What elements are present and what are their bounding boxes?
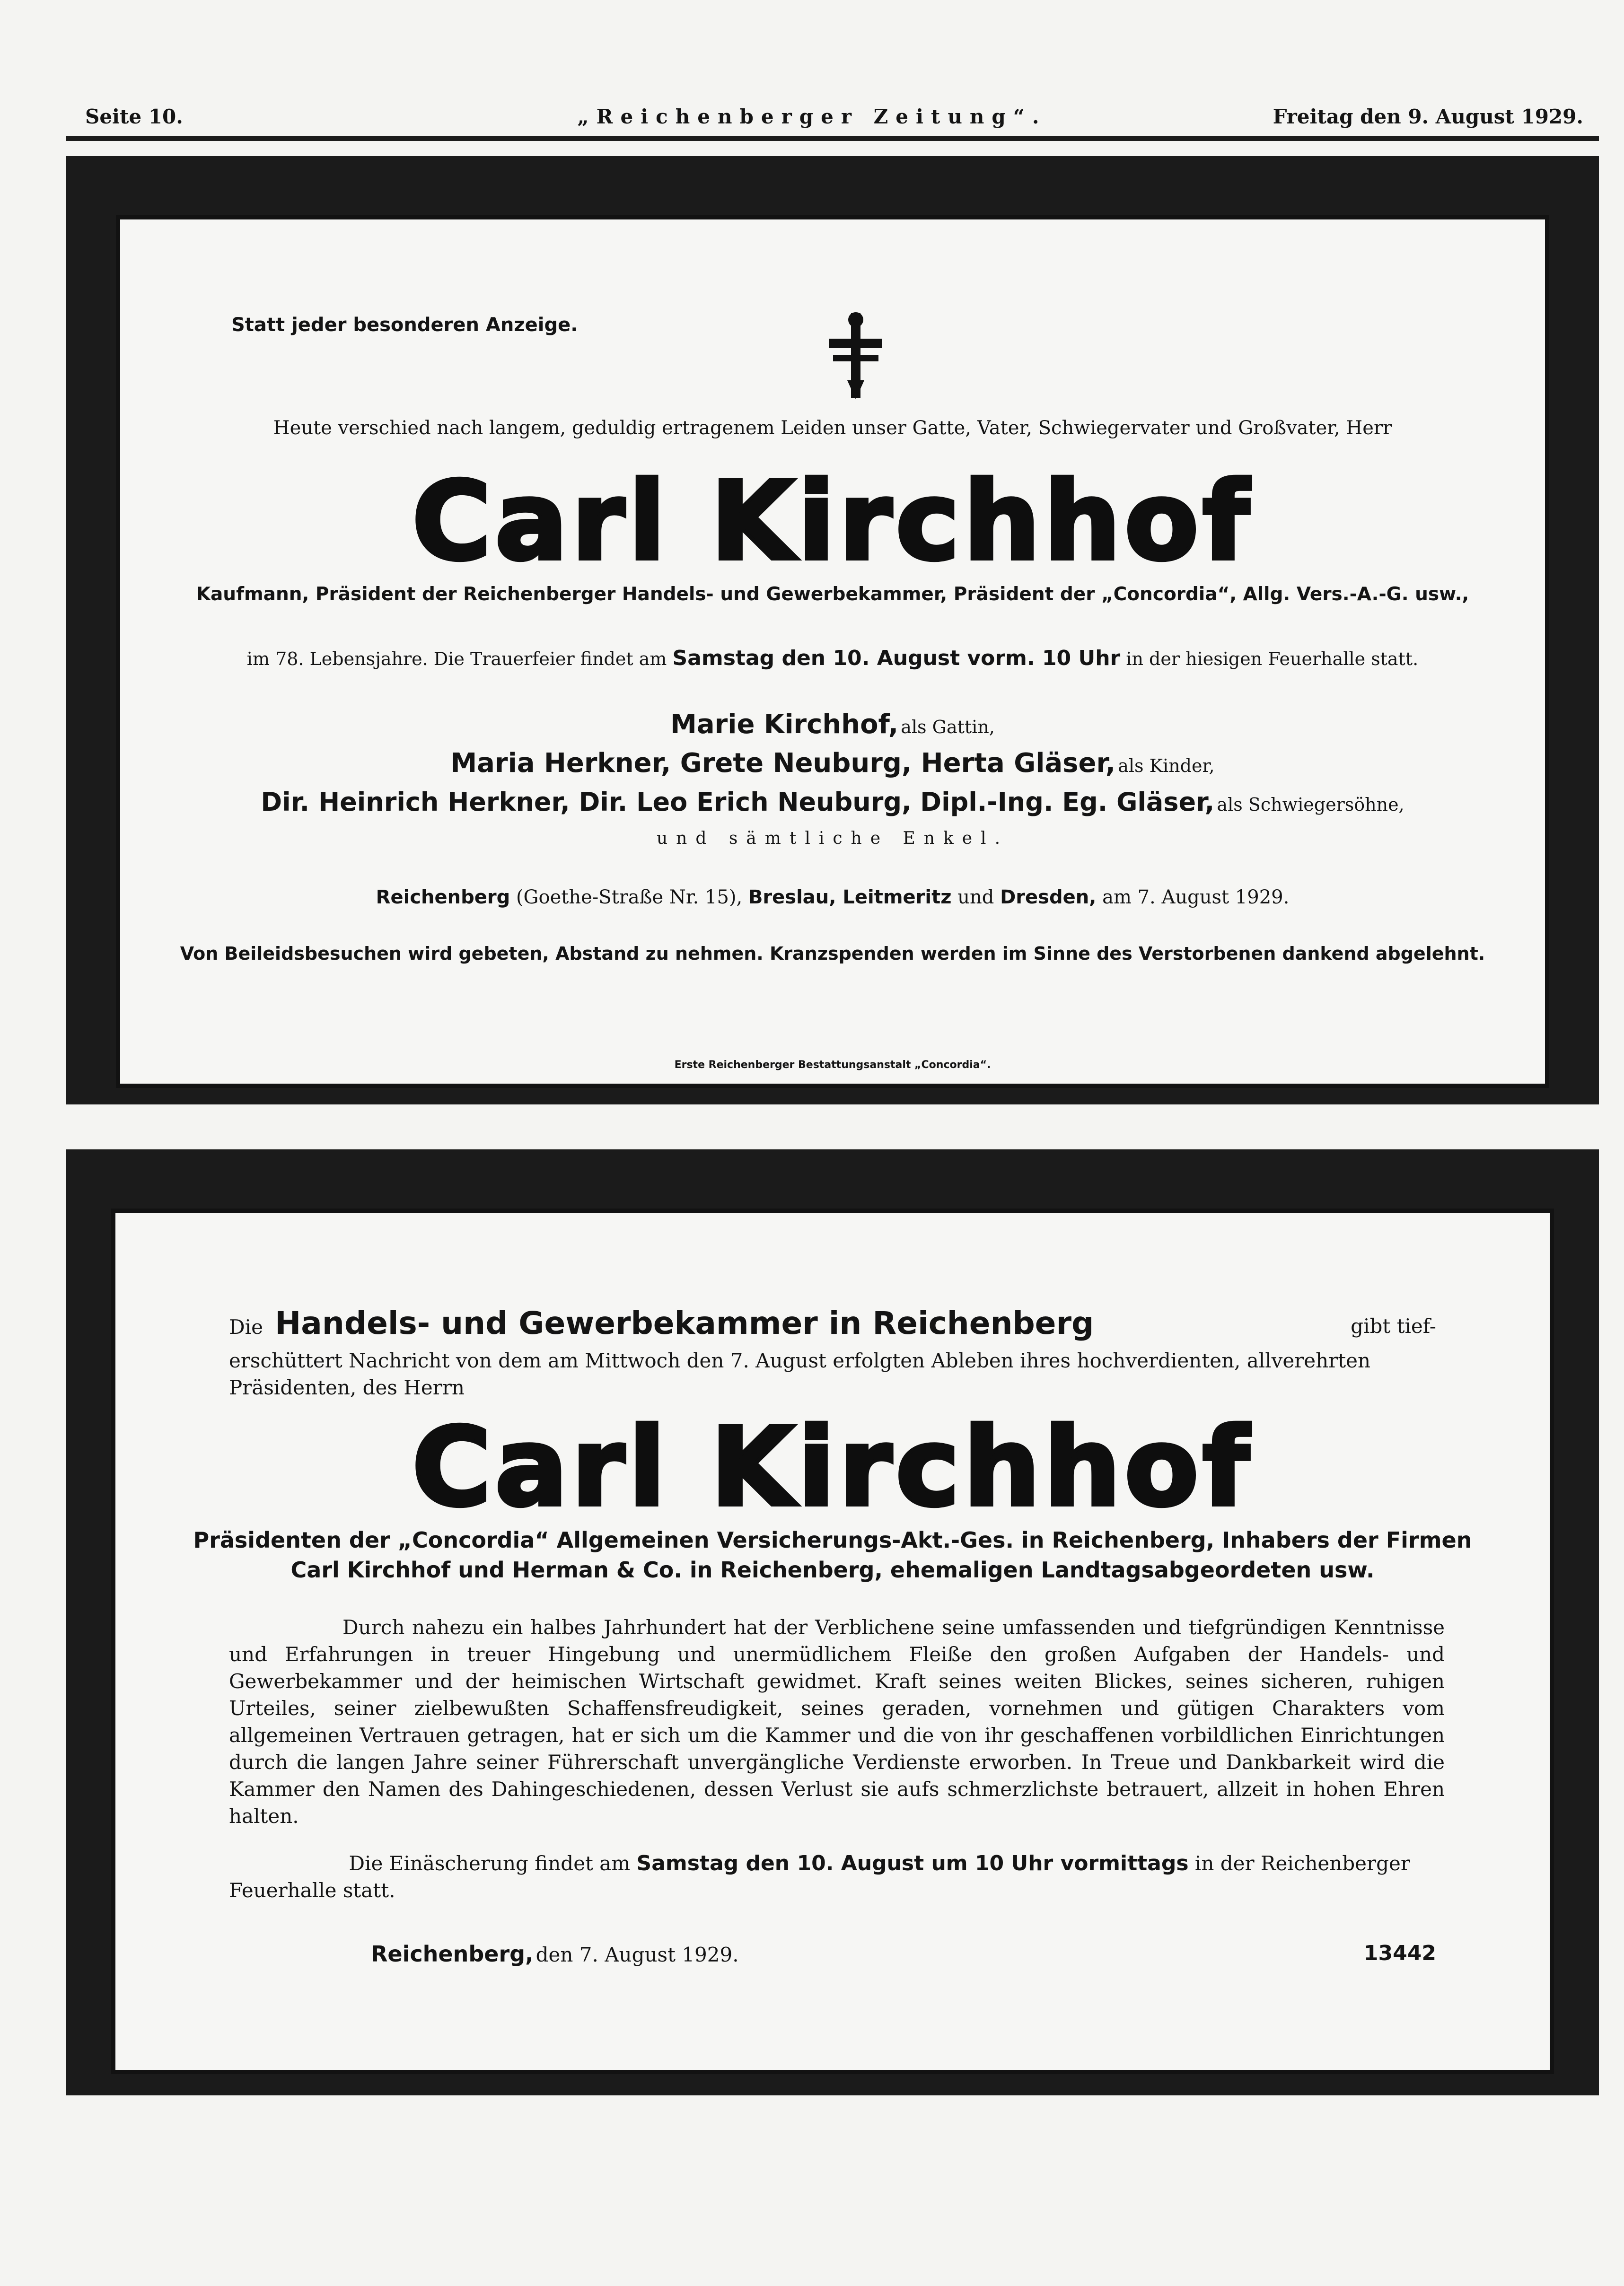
funeral-line: im 78. Lebensjahre. Die Trauerfeier findet am Samstag den 10. August vorm. 10 Uhr in der hiesigen Feuerhalle statt. xyxy=(246,646,1419,670)
condolence-request: Von Beileidsbesuchen wird gebeten, Abstand zu nehmen. Kranzspenden werden im Sinne des Verstorbenen dankend abgelehnt. xyxy=(180,943,1485,964)
cremation-line: Die Einäscherung findet am Samstag den 10. August um 10 Uhr vormittags in der Reichenberger xyxy=(349,1851,1410,1875)
cremation-line-2: Feuerhalle statt. xyxy=(229,1879,395,1902)
mourning-frame-family xyxy=(66,156,1599,1104)
chamber-notice xyxy=(111,1209,1554,2074)
funeral-date: Samstag den 10. August vorm. 10 Uhr xyxy=(672,646,1121,670)
chamber-lead-line3: Präsidenten, des Herrn xyxy=(229,1376,465,1399)
children-line: Maria Herkner, Grete Neuburg, Herta Gläser, als Kinder, xyxy=(450,748,1215,779)
lead-text: Heute verschied nach langem, geduldig ertragenem Leiden unser Gatte, Vater, Schwiegervater und Großvater, Herr xyxy=(273,417,1392,439)
deceased-titles: Kaufmann, Präsident der Reichenberger Handels- und Gewerbekammer, Präsident der „Concordia“, Allg. Vers.-A.-G. usw., xyxy=(196,584,1469,605)
deceased-name-2: Carl Kirchhof xyxy=(412,1404,1254,1530)
children-names: Maria Herkner, Grete Neuburg, Herta Gläser, xyxy=(450,748,1116,779)
widow-line: Marie Kirchhof, als Gattin, xyxy=(670,709,995,740)
undertaker-credit: Erste Reichenberger Bestattungsanstalt „Concordia“. xyxy=(674,1059,991,1071)
grandchildren-line: und sämtliche Enkel. xyxy=(656,829,1009,848)
chamber-tribute-text: Durch nahezu ein halbes Jahrhundert hat der Verblichene seine umfassenden und tiefgründigen Kenntnisse und Erfahrungen in treuer Hingebung und unermüdlichem Fleiße den großen Aufgaben der Handels- und Gewerbekammer und der heimischen Wirtschaft gewidmet. Kraft seines weiten Blickes, seines sicheren, ruhigen Urteiles, seiner zielbewußten Schaffensfreudigkeit, seines geraden, vornehmen und gütigen Charakters vom allgemeinen Vertrauen getragen, hat er sich um die Kammer und die von ihr geschaffenen vorbildlichen Einrichtungen durch die langen Jahre seiner Führerschaft unvergängliche Verdienste erworben. In Treue und Dankbarkeit wird die Kammer den Namen des Dahingeschiedenen, dessen Verlust sie aufs schmerzlichste betrauert, allzeit in hohen Ehren halten. xyxy=(229,1616,1445,1828)
widow-name: Marie Kirchhof, xyxy=(670,709,899,740)
page-number: Seite 10. xyxy=(85,105,183,128)
newspaper-title: „Reichenberger Zeitung“. xyxy=(577,105,1047,128)
chamber-lead-line2: erschüttert Nachricht von dem am Mittwoch den 7. August erfolgten Ableben ihres hochverdienten, allverehrten xyxy=(229,1349,1371,1372)
signoff: Reichenberg, den 7. August 1929. xyxy=(371,1941,739,1967)
place-date-line: Reichenberg (Goethe-Straße Nr. 15), Breslau, Leitmeritz und Dresden, am 7. August 1929. xyxy=(376,886,1290,908)
sonsinlaw-line: Dir. Heinrich Herkner, Dir. Leo Erich Neuburg, Dipl.-Ing. Eg. Gläser, als Schwiegersöhne, xyxy=(261,787,1405,817)
header-rule xyxy=(66,136,1599,141)
mourning-frame-chamber xyxy=(66,1149,1599,2095)
institution-name: Handels- und Gewerbekammer in Reichenberg xyxy=(275,1305,1094,1341)
issue-date: Freitag den 9. August 1929. xyxy=(1273,105,1583,128)
chamber-titles-1: Präsidenten der „Concordia“ Allgemeinen Versicherungs-Akt.-Ges. in Reichenberg, Inhabers der Firmen xyxy=(193,1527,1472,1553)
family-notice xyxy=(116,215,1549,1088)
intro-note: Statt jeder besonderen Anzeige. xyxy=(231,314,578,336)
chamber-titles-2: Carl Kirchhof und Herman & Co. in Reichenberg, ehemaligen Landtagsabgeordeten usw. xyxy=(290,1557,1375,1583)
ad-number: 13442 xyxy=(1363,1941,1436,1965)
chamber-lead-line1: Die Handels- und Gewerbekammer in Reichenberg gibt tief- xyxy=(229,1305,1436,1341)
cross-icon xyxy=(823,309,889,404)
sonsinlaw-names: Dir. Heinrich Herkner, Dir. Leo Erich Neuburg, Dipl.-Ing. Eg. Gläser, xyxy=(261,787,1215,817)
deceased-name: Carl Kirchhof xyxy=(412,458,1254,584)
cremation-date: Samstag den 10. August um 10 Uhr vormittags xyxy=(636,1851,1189,1875)
